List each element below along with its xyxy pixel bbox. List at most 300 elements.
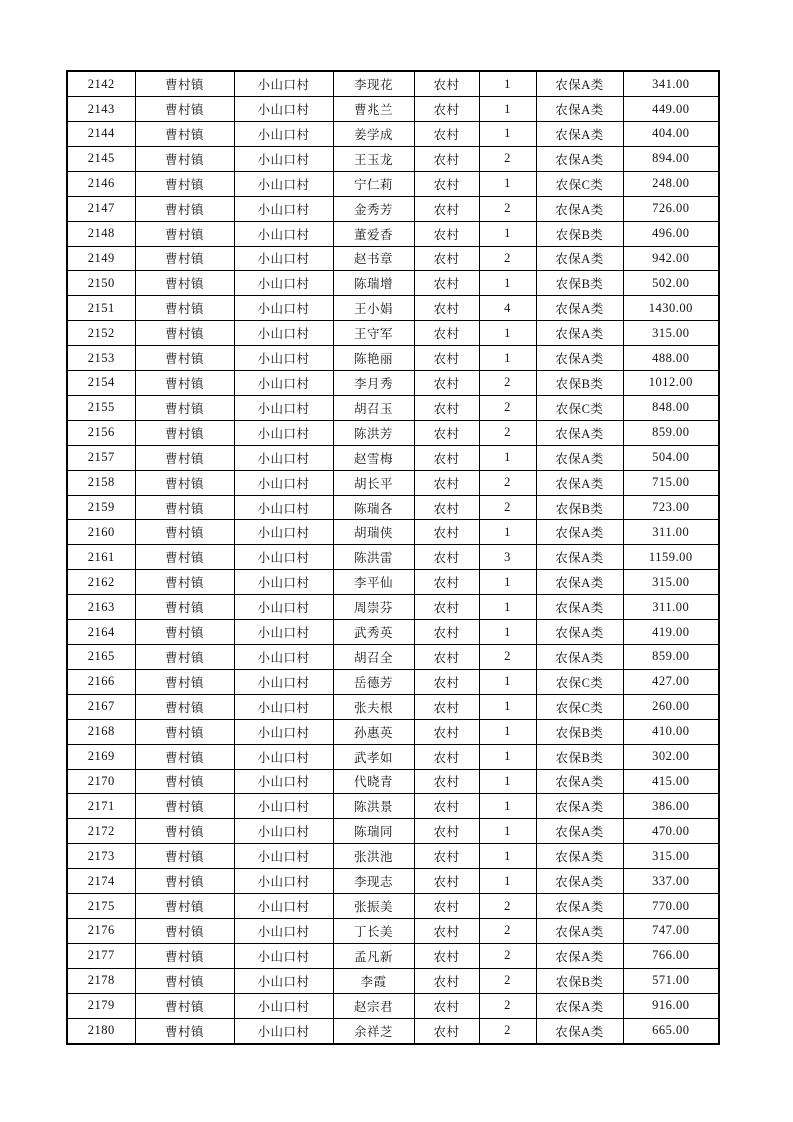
cell-amount: 504.00 [623,445,719,470]
cell-id: 2164 [67,620,135,645]
cell-town: 曹村镇 [135,719,234,744]
cell-count: 2 [479,1018,536,1044]
cell-village: 小山口村 [234,869,333,894]
cell-insurance_class: 农保B类 [536,968,623,993]
table-row [67,246,719,271]
cell-amount: 449.00 [623,97,719,122]
cell-residence: 农村 [414,420,479,445]
cell-residence: 农村 [414,894,479,919]
cell-amount: 404.00 [623,121,719,146]
cell-residence: 农村 [414,71,479,97]
cell-residence: 农村 [414,570,479,595]
cell-id: 2175 [67,894,135,919]
cell-village: 小山口村 [234,570,333,595]
cell-village: 小山口村 [234,993,333,1018]
cell-count: 2 [479,645,536,670]
cell-amount: 766.00 [623,943,719,968]
cell-village: 小山口村 [234,918,333,943]
cell-village: 小山口村 [234,321,333,346]
cell-id: 2163 [67,595,135,620]
table-row [67,844,719,869]
table-row [67,894,719,919]
table-row [67,71,719,97]
cell-town: 曹村镇 [135,146,234,171]
cell-name: 赵宗君 [333,993,414,1018]
cell-amount: 715.00 [623,470,719,495]
cell-residence: 农村 [414,97,479,122]
cell-town: 曹村镇 [135,943,234,968]
table-row [67,918,719,943]
table-row [67,420,719,445]
cell-town: 曹村镇 [135,694,234,719]
cell-name: 孙惠英 [333,719,414,744]
cell-name: 王小娟 [333,296,414,321]
cell-residence: 农村 [414,1018,479,1044]
cell-name: 赵雪梅 [333,445,414,470]
cell-name: 张振美 [333,894,414,919]
cell-name: 王玉龙 [333,146,414,171]
cell-id: 2167 [67,694,135,719]
cell-id: 2142 [67,71,135,97]
cell-town: 曹村镇 [135,346,234,371]
cell-village: 小山口村 [234,395,333,420]
cell-village: 小山口村 [234,968,333,993]
table-row [67,196,719,221]
table-row [67,570,719,595]
cell-name: 陈艳丽 [333,346,414,371]
table-row [67,669,719,694]
cell-count: 1 [479,769,536,794]
cell-village: 小山口村 [234,694,333,719]
cell-name: 孟凡新 [333,943,414,968]
cell-residence: 农村 [414,495,479,520]
cell-village: 小山口村 [234,769,333,794]
cell-count: 2 [479,470,536,495]
cell-name: 姜学成 [333,121,414,146]
cell-count: 1 [479,844,536,869]
cell-name: 金秀芳 [333,196,414,221]
cell-count: 1 [479,595,536,620]
cell-amount: 848.00 [623,395,719,420]
cell-town: 曹村镇 [135,645,234,670]
cell-amount: 427.00 [623,669,719,694]
cell-name: 余祥芝 [333,1018,414,1044]
cell-village: 小山口村 [234,819,333,844]
cell-id: 2148 [67,221,135,246]
cell-residence: 农村 [414,869,479,894]
cell-id: 2146 [67,171,135,196]
cell-amount: 337.00 [623,869,719,894]
cell-residence: 农村 [414,794,479,819]
cell-town: 曹村镇 [135,221,234,246]
cell-town: 曹村镇 [135,520,234,545]
cell-amount: 311.00 [623,595,719,620]
cell-insurance_class: 农保A类 [536,121,623,146]
cell-id: 2158 [67,470,135,495]
table-row [67,395,719,420]
cell-count: 1 [479,669,536,694]
cell-amount: 1012.00 [623,371,719,396]
cell-village: 小山口村 [234,943,333,968]
cell-village: 小山口村 [234,346,333,371]
cell-town: 曹村镇 [135,97,234,122]
cell-amount: 248.00 [623,171,719,196]
cell-village: 小山口村 [234,545,333,570]
cell-town: 曹村镇 [135,296,234,321]
cell-id: 2170 [67,769,135,794]
cell-residence: 农村 [414,470,479,495]
cell-name: 武秀英 [333,620,414,645]
cell-insurance_class: 农保A类 [536,246,623,271]
cell-name: 李现志 [333,869,414,894]
cell-village: 小山口村 [234,719,333,744]
table-row [67,819,719,844]
cell-count: 2 [479,395,536,420]
cell-id: 2153 [67,346,135,371]
cell-town: 曹村镇 [135,121,234,146]
table-row [67,968,719,993]
cell-count: 2 [479,993,536,1018]
cell-village: 小山口村 [234,420,333,445]
cell-amount: 311.00 [623,520,719,545]
cell-name: 岳德芳 [333,669,414,694]
cell-amount: 723.00 [623,495,719,520]
table-row [67,121,719,146]
cell-count: 2 [479,371,536,396]
cell-amount: 315.00 [623,321,719,346]
cell-count: 1 [479,346,536,371]
cell-count: 2 [479,146,536,171]
cell-town: 曹村镇 [135,445,234,470]
cell-village: 小山口村 [234,296,333,321]
cell-village: 小山口村 [234,520,333,545]
cell-count: 3 [479,545,536,570]
cell-count: 1 [479,97,536,122]
cell-residence: 农村 [414,719,479,744]
table-row [67,794,719,819]
cell-insurance_class: 农保B类 [536,719,623,744]
table-row [67,620,719,645]
cell-name: 董爱香 [333,221,414,246]
cell-amount: 571.00 [623,968,719,993]
cell-id: 2156 [67,420,135,445]
cell-town: 曹村镇 [135,819,234,844]
cell-town: 曹村镇 [135,470,234,495]
cell-insurance_class: 农保C类 [536,171,623,196]
cell-town: 曹村镇 [135,794,234,819]
cell-residence: 农村 [414,968,479,993]
cell-amount: 942.00 [623,246,719,271]
table-row [67,321,719,346]
cell-residence: 农村 [414,993,479,1018]
cell-town: 曹村镇 [135,271,234,296]
cell-insurance_class: 农保A类 [536,420,623,445]
cell-name: 周崇芬 [333,595,414,620]
cell-name: 张洪池 [333,844,414,869]
table-row [67,645,719,670]
cell-amount: 470.00 [623,819,719,844]
cell-name: 胡瑞侠 [333,520,414,545]
cell-name: 武孝如 [333,744,414,769]
cell-id: 2179 [67,993,135,1018]
cell-insurance_class: 农保A类 [536,321,623,346]
cell-id: 2161 [67,545,135,570]
cell-insurance_class: 农保B类 [536,221,623,246]
table-row [67,1018,719,1044]
table-row [67,171,719,196]
cell-count: 1 [479,445,536,470]
cell-id: 2162 [67,570,135,595]
cell-amount: 894.00 [623,146,719,171]
cell-insurance_class: 农保A类 [536,445,623,470]
cell-village: 小山口村 [234,271,333,296]
cell-insurance_class: 农保A类 [536,794,623,819]
cell-name: 丁长美 [333,918,414,943]
cell-id: 2144 [67,121,135,146]
cell-id: 2174 [67,869,135,894]
cell-count: 1 [479,869,536,894]
cell-amount: 415.00 [623,769,719,794]
cell-insurance_class: 农保A类 [536,993,623,1018]
table-row [67,694,719,719]
cell-amount: 386.00 [623,794,719,819]
cell-residence: 农村 [414,620,479,645]
cell-insurance_class: 农保A类 [536,869,623,894]
cell-id: 2152 [67,321,135,346]
cell-residence: 农村 [414,694,479,719]
cell-amount: 665.00 [623,1018,719,1044]
cell-name: 胡召全 [333,645,414,670]
cell-village: 小山口村 [234,246,333,271]
cell-amount: 260.00 [623,694,719,719]
cell-count: 1 [479,271,536,296]
cell-insurance_class: 农保A类 [536,470,623,495]
cell-town: 曹村镇 [135,570,234,595]
cell-id: 2159 [67,495,135,520]
cell-name: 李现花 [333,71,414,97]
table-row [67,769,719,794]
cell-residence: 农村 [414,321,479,346]
cell-village: 小山口村 [234,595,333,620]
cell-count: 2 [479,495,536,520]
cell-count: 1 [479,744,536,769]
cell-town: 曹村镇 [135,869,234,894]
cell-insurance_class: 农保A类 [536,196,623,221]
cell-town: 曹村镇 [135,545,234,570]
cell-insurance_class: 农保A类 [536,844,623,869]
cell-residence: 农村 [414,844,479,869]
cell-insurance_class: 农保A类 [536,97,623,122]
table-row [67,869,719,894]
cell-name: 陈瑞各 [333,495,414,520]
cell-village: 小山口村 [234,794,333,819]
cell-count: 1 [479,520,536,545]
cell-town: 曹村镇 [135,1018,234,1044]
cell-amount: 747.00 [623,918,719,943]
cell-insurance_class: 农保A类 [536,346,623,371]
cell-village: 小山口村 [234,669,333,694]
cell-village: 小山口村 [234,445,333,470]
cell-village: 小山口村 [234,97,333,122]
cell-amount: 1430.00 [623,296,719,321]
cell-village: 小山口村 [234,221,333,246]
cell-count: 1 [479,570,536,595]
cell-village: 小山口村 [234,645,333,670]
cell-village: 小山口村 [234,894,333,919]
cell-village: 小山口村 [234,121,333,146]
cell-town: 曹村镇 [135,769,234,794]
cell-insurance_class: 农保A类 [536,71,623,97]
cell-id: 2157 [67,445,135,470]
cell-village: 小山口村 [234,620,333,645]
cell-id: 2173 [67,844,135,869]
cell-count: 1 [479,719,536,744]
cell-id: 2160 [67,520,135,545]
table-row [67,271,719,296]
table-row [67,943,719,968]
cell-residence: 农村 [414,371,479,396]
cell-residence: 农村 [414,346,479,371]
cell-name: 李霞 [333,968,414,993]
table-row [67,993,719,1018]
cell-name: 宁仁莉 [333,171,414,196]
cell-insurance_class: 农保A类 [536,645,623,670]
cell-count: 1 [479,71,536,97]
cell-residence: 农村 [414,545,479,570]
table-row [67,146,719,171]
cell-count: 2 [479,420,536,445]
cell-count: 1 [479,121,536,146]
cell-residence: 农村 [414,246,479,271]
cell-count: 1 [479,171,536,196]
cell-residence: 农村 [414,121,479,146]
table-row [67,371,719,396]
cell-insurance_class: 农保B类 [536,271,623,296]
cell-count: 2 [479,968,536,993]
table-row [67,595,719,620]
cell-insurance_class: 农保B类 [536,371,623,396]
cell-amount: 315.00 [623,570,719,595]
cell-amount: 315.00 [623,844,719,869]
cell-id: 2171 [67,794,135,819]
cell-id: 2155 [67,395,135,420]
cell-village: 小山口村 [234,196,333,221]
cell-town: 曹村镇 [135,321,234,346]
cell-residence: 农村 [414,645,479,670]
cell-id: 2178 [67,968,135,993]
cell-insurance_class: 农保A类 [536,570,623,595]
cell-residence: 农村 [414,744,479,769]
cell-name: 陈洪景 [333,794,414,819]
cell-residence: 农村 [414,196,479,221]
cell-id: 2168 [67,719,135,744]
cell-amount: 859.00 [623,420,719,445]
cell-residence: 农村 [414,146,479,171]
cell-count: 1 [479,321,536,346]
cell-village: 小山口村 [234,744,333,769]
cell-residence: 农村 [414,595,479,620]
cell-residence: 农村 [414,271,479,296]
table-row [67,719,719,744]
table-row [67,545,719,570]
cell-id: 2143 [67,97,135,122]
cell-insurance_class: 农保C类 [536,669,623,694]
cell-name: 胡长平 [333,470,414,495]
cell-name: 代晓青 [333,769,414,794]
cell-id: 2177 [67,943,135,968]
cell-count: 2 [479,943,536,968]
cell-insurance_class: 农保A类 [536,918,623,943]
cell-name: 张夫根 [333,694,414,719]
table-row [67,520,719,545]
cell-residence: 农村 [414,395,479,420]
cell-village: 小山口村 [234,470,333,495]
cell-residence: 农村 [414,296,479,321]
table-row [67,97,719,122]
cell-id: 2169 [67,744,135,769]
cell-town: 曹村镇 [135,993,234,1018]
cell-insurance_class: 农保A类 [536,1018,623,1044]
pension-roster-table [66,70,720,1045]
cell-id: 2145 [67,146,135,171]
cell-village: 小山口村 [234,371,333,396]
cell-residence: 农村 [414,520,479,545]
cell-id: 2180 [67,1018,135,1044]
cell-insurance_class: 农保A类 [536,620,623,645]
cell-amount: 496.00 [623,221,719,246]
cell-town: 曹村镇 [135,420,234,445]
cell-id: 2166 [67,669,135,694]
cell-insurance_class: 农保A类 [536,819,623,844]
cell-residence: 农村 [414,918,479,943]
cell-count: 1 [479,794,536,819]
cell-insurance_class: 农保A类 [536,296,623,321]
cell-count: 2 [479,894,536,919]
cell-name: 陈瑞增 [333,271,414,296]
cell-insurance_class: 农保A类 [536,146,623,171]
cell-insurance_class: 农保A类 [536,769,623,794]
cell-id: 2149 [67,246,135,271]
cell-amount: 726.00 [623,196,719,221]
cell-residence: 农村 [414,669,479,694]
cell-count: 4 [479,296,536,321]
cell-village: 小山口村 [234,844,333,869]
cell-amount: 341.00 [623,71,719,97]
cell-insurance_class: 农保A类 [536,595,623,620]
cell-name: 曹兆兰 [333,97,414,122]
table-row [67,470,719,495]
cell-insurance_class: 农保A类 [536,520,623,545]
cell-amount: 1159.00 [623,545,719,570]
cell-village: 小山口村 [234,171,333,196]
cell-count: 1 [479,694,536,719]
cell-town: 曹村镇 [135,171,234,196]
table-row [67,221,719,246]
cell-amount: 770.00 [623,894,719,919]
cell-id: 2150 [67,271,135,296]
cell-residence: 农村 [414,943,479,968]
cell-residence: 农村 [414,221,479,246]
cell-amount: 410.00 [623,719,719,744]
table-row [67,744,719,769]
table-row [67,296,719,321]
cell-town: 曹村镇 [135,894,234,919]
cell-residence: 农村 [414,769,479,794]
cell-town: 曹村镇 [135,196,234,221]
cell-amount: 488.00 [623,346,719,371]
cell-insurance_class: 农保B类 [536,495,623,520]
cell-town: 曹村镇 [135,744,234,769]
